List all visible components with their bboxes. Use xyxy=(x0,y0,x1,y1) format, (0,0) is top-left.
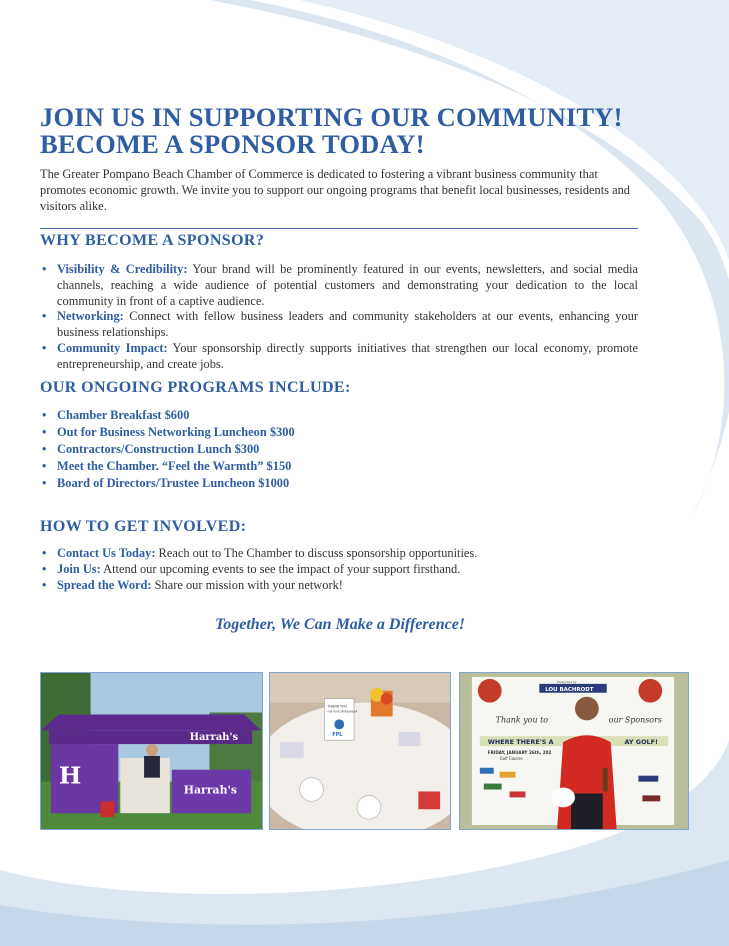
item-lead: Spread the Word: xyxy=(57,577,152,592)
tagline: Together, We Can Make a Difference! xyxy=(214,616,466,633)
photo-golf-banner xyxy=(459,672,689,830)
banner-slogan: WHERE THERE'S A xyxy=(487,738,554,747)
banner-thanks: Thank you to xyxy=(495,715,549,725)
table-card-line1: THANK YOU xyxy=(327,704,347,709)
item-lead: Community Impact: xyxy=(57,340,168,355)
programs-list xyxy=(40,408,638,493)
item-text: Your brand will be prominently featured in our events, newsletters, and social media channels, reaching a wide audience of potential customers and demonstrating your dedication to the local community in front of a captive audience. xyxy=(57,262,638,308)
banner-presented: Presented by xyxy=(557,679,577,684)
list-item: • Out for Business Networking Luncheon $300 xyxy=(40,425,638,441)
intro-paragraph: The Greater Pompano Beach Chamber of Commerce is dedicated to fostering a vibrant business community that promotes economic growth. We invite you to support our ongoing programs that benefit local businesses, residents and visitors alike. xyxy=(40,167,630,213)
table-card-logo: FPL xyxy=(332,732,343,739)
list-item xyxy=(40,309,638,341)
banner-date: FRIDAY, JANUARY 26th, 202 xyxy=(487,749,552,755)
list-item: • Contractors/Construction Lunch $300 xyxy=(40,442,638,458)
list-item xyxy=(40,562,638,578)
booth-logo-text: Harrah's xyxy=(183,783,237,797)
list-item: • Chamber Breakfast $600 xyxy=(40,408,638,424)
banner-slogan-end: AY GOLF! xyxy=(624,738,659,747)
canopy-logo-text: Harrah's xyxy=(189,732,239,744)
item-text: Share our mission with your network! xyxy=(151,577,343,592)
title-line-2: BECOME A SPONSOR TODAY! xyxy=(40,129,425,159)
why-heading: WHY BECOME A SPONSOR? xyxy=(40,232,265,249)
list-item xyxy=(40,262,638,309)
why-list xyxy=(40,262,638,373)
title-line-1: JOIN US IN SUPPORTING OUR COMMUNITY! xyxy=(40,102,623,132)
list-item: • Meet the Chamber. “Feel the Warmth” $150 xyxy=(40,459,638,475)
banner-sponsor: LOU BACHRODT xyxy=(545,686,594,693)
photo-banquet-table xyxy=(269,672,451,830)
programs-heading: OUR ONGOING PROGRAMS INCLUDE: xyxy=(40,379,351,396)
list-item xyxy=(40,341,638,373)
item-text: Reach out to The Chamber to discuss sponsorship opportunities. xyxy=(155,546,478,560)
involved-heading: HOW TO GET INVOLVED: xyxy=(40,518,247,535)
item-text: Your sponsorship directly supports initiatives that strengthen our local economy, promote entrepreneurship, and create jobs. xyxy=(57,340,638,371)
section-divider xyxy=(40,228,638,229)
page-title xyxy=(40,104,680,158)
svg-text:H: H xyxy=(58,761,82,790)
item-lead: Join Us: xyxy=(57,561,101,576)
item-lead: Networking: xyxy=(57,309,124,324)
list-item xyxy=(40,546,638,562)
list-item: • Board of Directors/Trustee Luncheon $1000 xyxy=(40,476,638,492)
table-card-line2: FOR YOUR SPONSORSHIP xyxy=(327,710,358,714)
item-text: Attend our upcoming events to see the impact of your support firsthand. xyxy=(100,561,461,576)
banner-our-sponsors: our Sponsors xyxy=(608,715,662,725)
photo-sponsor-tent xyxy=(40,672,263,830)
banner-course: Golf Course xyxy=(499,755,523,761)
item-lead: Visibility & Credibility: xyxy=(57,262,188,276)
item-text: Connect with fellow business leaders and community stakeholders at our events, enhancing your business relationships. xyxy=(57,309,638,340)
involved-list xyxy=(40,546,638,593)
list-item xyxy=(40,578,638,594)
item-lead: Contact Us Today: xyxy=(57,546,156,560)
